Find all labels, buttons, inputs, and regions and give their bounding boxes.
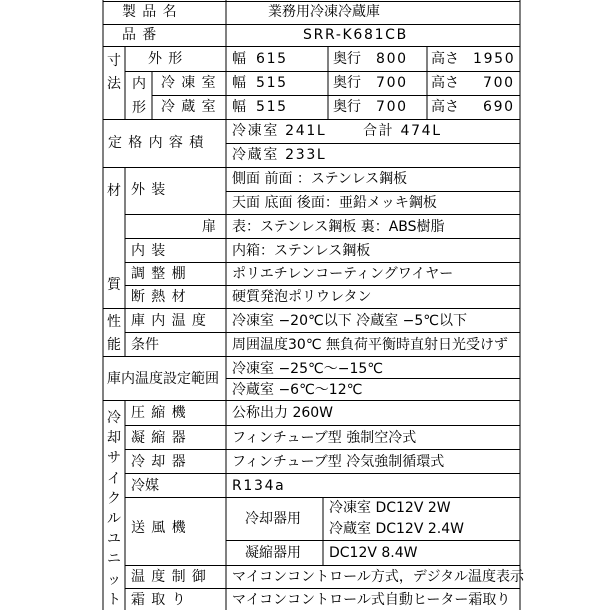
outer-depth-label: 奥行 — [333, 51, 361, 67]
product-name-value: 業務用冷凍冷蔵庫 — [268, 4, 380, 20]
fan-cooler-label: 冷却器用 — [245, 511, 301, 527]
performance-group-label-top: 性 — [107, 314, 121, 330]
capacity-fridge: 冷蔵室 233L — [232, 147, 327, 163]
fan-label: 送風機 — [131, 520, 192, 536]
insulation-value: 硬質発泡ポリウレタン — [232, 289, 372, 305]
outer-shape-label: 外形 — [148, 51, 189, 67]
shelf-label: 調整棚 — [131, 266, 192, 282]
conditions-value: 周囲温度30℃ 無負荷平衡時直射日光受けず — [232, 337, 508, 353]
defrost-label: 霜取り — [131, 592, 192, 608]
exterior-line1: 側面 前面 ：ステンレス鋼板 — [232, 171, 408, 187]
inner-fridge-height-value: 690 — [483, 99, 515, 115]
inner-fridge-depth-label: 奥行 — [333, 99, 361, 115]
condenser-value: フィンチューブ型 強制空冷式 — [232, 430, 417, 446]
capacity-total: 合計 474L — [363, 123, 442, 139]
compressor-label: 圧縮機 — [131, 405, 192, 421]
refrigerant-label: 冷媒 — [131, 478, 159, 494]
inner-fridge-height-label: 高さ — [431, 99, 459, 115]
outer-width-value: 615 — [256, 51, 288, 67]
shelf-value: ポリエチレンコーティングワイヤー — [232, 266, 454, 282]
interior-value: 内箱：ステンレス鋼板 — [232, 243, 371, 259]
inner-fridge-depth-value: 700 — [376, 99, 408, 115]
interior-label: 内装 — [131, 243, 172, 259]
insulation-label: 断熱材 — [131, 289, 192, 305]
inner-fridge-width-value: 515 — [256, 99, 288, 115]
internal-temp-value: 冷凍室 −20℃以下 冷蔵室 −5℃以下 — [232, 313, 467, 329]
defrost-value: マイコンコントロール式自動ヒーター霜取り — [232, 592, 511, 608]
inner-freezer-width-value: 515 — [256, 75, 288, 91]
temp-control-label: 温度制御 — [131, 569, 213, 585]
inner-shape-label: 内 形 — [132, 76, 146, 116]
temp-control-value: マイコンコントロール方式，デジタル温度表示 — [232, 569, 525, 585]
door-label: 扉 — [202, 219, 216, 235]
capacity-freezer: 冷凍室 241L — [232, 123, 327, 139]
cooling-group-label: 冷 却 サ イ ク ル ユ ニ ッ ト — [107, 410, 121, 608]
inner-fridge-label: 冷蔵室 — [161, 99, 222, 115]
performance-group-label-bottom: 能 — [107, 337, 121, 353]
inner-freezer-height-value: 700 — [483, 75, 515, 91]
temp-range-freezer: 冷凍室 −25℃〜−15℃ — [232, 361, 383, 377]
inner-freezer-depth-label: 奥行 — [333, 75, 361, 91]
inner-freezer-width-label: 幅 — [232, 75, 246, 91]
temp-range-label: 庫内温度設定範囲 — [107, 371, 219, 387]
conditions-label: 条件 — [131, 337, 159, 353]
model-value: SRR-K681CB — [303, 27, 408, 43]
exterior-label: 外装 — [131, 182, 172, 198]
fan-fridge-value: 冷蔵室 DC12V 2.4W — [329, 521, 464, 537]
refrigerant-value: R134a — [232, 478, 286, 494]
door-value: 表：ステンレス鋼板 裏：ABS樹脂 — [232, 219, 445, 235]
inner-fridge-width-label: 幅 — [232, 99, 246, 115]
capacity-label: 定格内容積 — [108, 135, 210, 151]
fan-freezer-value: 冷凍室 DC12V 2W — [329, 500, 451, 516]
materials-group-label-bottom: 質 — [107, 277, 121, 293]
outer-depth-value: 800 — [376, 51, 408, 67]
fan-condenser-label: 凝縮器用 — [245, 545, 301, 561]
model-label: 品番 — [122, 27, 163, 43]
outer-height-value: 1950 — [473, 51, 516, 67]
fan-condenser-value: DC12V 8.4W — [329, 545, 418, 561]
temp-range-fridge: 冷蔵室 −6℃〜12℃ — [232, 382, 363, 398]
dimensions-group-label: 寸 法 — [107, 53, 121, 93]
condenser-label: 凝縮器 — [131, 430, 192, 446]
product-name-label: 製品名 — [122, 4, 183, 20]
materials-group-label-top: 材 — [107, 183, 121, 199]
outer-height-label: 高さ — [431, 51, 459, 67]
inner-freezer-depth-value: 700 — [376, 75, 408, 91]
evaporator-label: 冷却器 — [131, 454, 192, 470]
compressor-value: 公称出力 260W — [232, 405, 334, 421]
outer-width-label: 幅 — [232, 51, 246, 67]
inner-freezer-height-label: 高さ — [431, 75, 459, 91]
evaporator-value: フィンチューブ型 冷気強制循環式 — [232, 454, 445, 470]
exterior-line2: 天面 底面 後面：亜鉛メッキ鋼板 — [232, 195, 437, 211]
internal-temp-label: 庫内温度 — [131, 313, 213, 329]
inner-freezer-label: 冷凍室 — [161, 75, 222, 91]
